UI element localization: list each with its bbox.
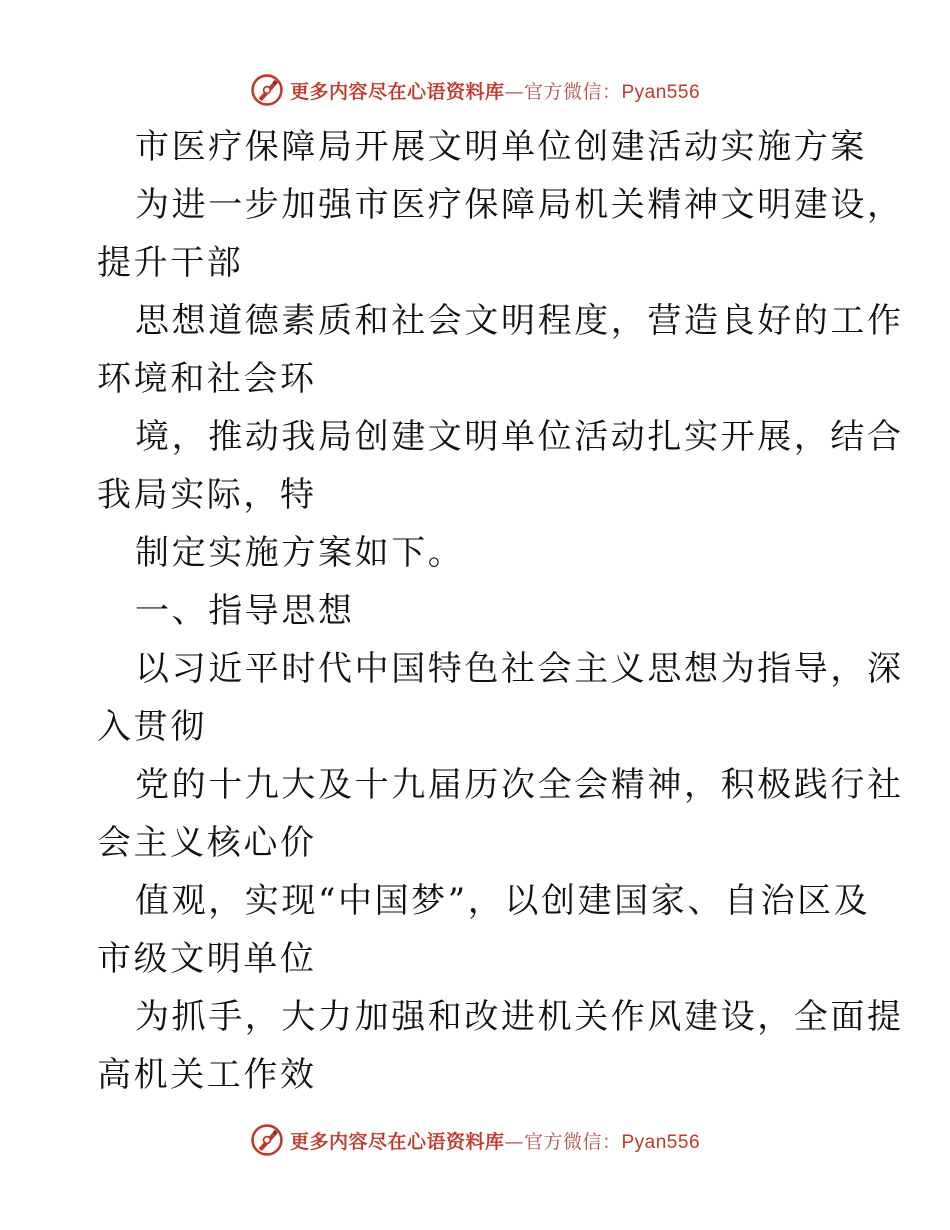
header-banner-text bbox=[290, 77, 700, 104]
paragraph-line: 制定实施方案如下。 bbox=[135, 533, 465, 573]
footer-banner-text bbox=[290, 1127, 700, 1154]
footer-banner-dash: — bbox=[504, 1130, 524, 1153]
paragraph-line: 为进一步加强市医疗保障局机关精神文明建设， bbox=[135, 185, 904, 225]
pen-logo-icon bbox=[250, 1123, 284, 1157]
document-body bbox=[97, 118, 904, 1104]
header-banner-wechat-label: 官方微信： bbox=[523, 80, 622, 103]
header-banner-dash: — bbox=[504, 80, 524, 103]
document-title: 市医疗保障局开展文明单位创建活动实施方案 bbox=[135, 127, 867, 167]
paragraph-line: 思想道德素质和社会文明程度，营造良好的工作 bbox=[135, 301, 904, 341]
paragraph-line: 会主义核心价 bbox=[97, 823, 317, 863]
header-banner-main: 更多内容尽在心语资料库 bbox=[289, 80, 505, 103]
paragraph-line: 环境和社会环 bbox=[97, 359, 317, 399]
paragraph-line: 市级文明单位 bbox=[97, 939, 317, 979]
paragraph-line: 入贯彻 bbox=[97, 707, 207, 747]
header-watermark-banner bbox=[0, 70, 950, 110]
paragraph-line: 高机关工作效 bbox=[97, 1055, 317, 1095]
paragraph-line: 值观，实现“中国梦”，以创建国家、自治区及 bbox=[135, 881, 871, 921]
paragraph-line: 提升干部 bbox=[97, 243, 244, 283]
footer-banner-wechat-id: Pyan556 bbox=[621, 1131, 701, 1153]
footer-banner-main: 更多内容尽在心语资料库 bbox=[289, 1130, 505, 1153]
header-banner-wechat-id: Pyan556 bbox=[621, 81, 701, 103]
pen-logo-icon bbox=[250, 73, 284, 107]
paragraph-line: 为抓手，大力加强和改进机关作风建设，全面提 bbox=[135, 997, 904, 1037]
footer-banner-wechat-label: 官方微信： bbox=[523, 1130, 622, 1153]
paragraph-line: 境，推动我局创建文明单位活动扎实开展，结合 bbox=[135, 417, 904, 457]
paragraph-line: 我局实际，特 bbox=[97, 475, 317, 515]
section-heading: 一、指导思想 bbox=[135, 591, 355, 631]
paragraph-line: 以习近平时代中国特色社会主义思想为指导，深 bbox=[135, 649, 904, 689]
footer-watermark-banner bbox=[0, 1120, 950, 1160]
paragraph-line: 党的十九大及十九届历次全会精神，积极践行社 bbox=[135, 765, 904, 805]
